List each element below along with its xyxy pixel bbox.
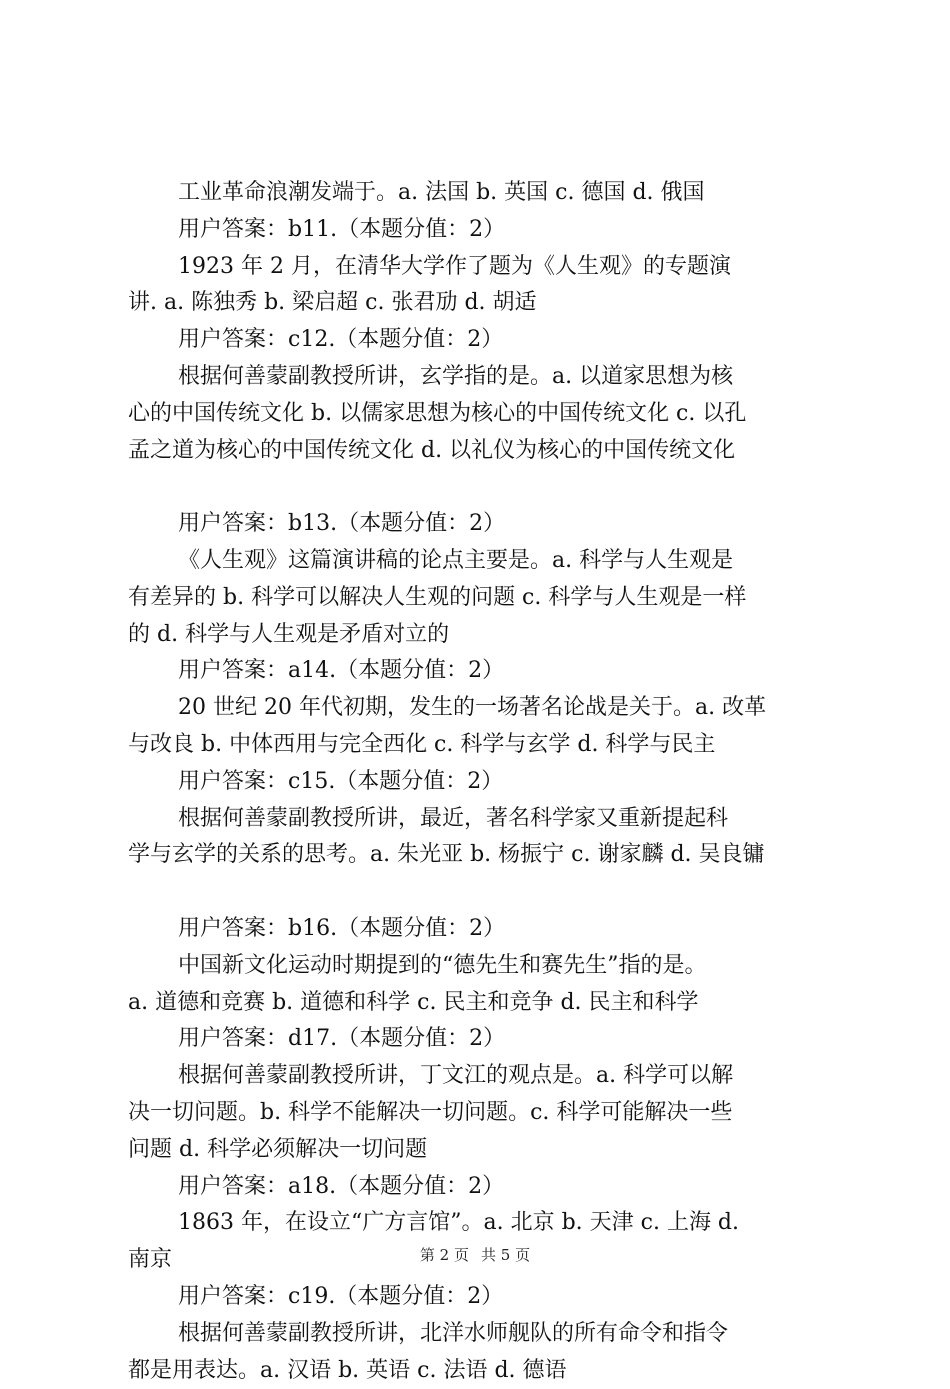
question-text-line: a. 道德和竞赛 b. 道德和科学 c. 民主和竞争 d. 民主和科学 xyxy=(128,985,834,1022)
question-text-line: 孟之道为核心的中国传统文化 d. 以礼仪为核心的中国传统文化 xyxy=(128,433,834,470)
user-answer-line: 用户答案：c15.（本题分值：2） xyxy=(128,764,834,801)
user-answer-line: 用户答案：a18.（本题分值：2） xyxy=(128,1169,834,1206)
question-text-line: 决一切问题。b. 科学不能解决一切问题。c. 科学可能解决一些 xyxy=(128,1095,834,1132)
blank-line xyxy=(128,874,834,911)
page-number: 第 2 页 xyxy=(420,1244,469,1265)
user-answer-line: 用户答案：a14.（本题分值：2） xyxy=(128,653,834,690)
question-text-line: 心的中国传统文化 b. 以儒家思想为核心的中国传统文化 c. 以孔 xyxy=(128,396,834,433)
question-text-line: 根据何善蒙副教授所讲，北洋水师舰队的所有命令和指令 xyxy=(128,1316,834,1353)
question-text-line: 与改良 b. 中体西用与完全西化 c. 科学与玄学 d. 科学与民主 xyxy=(128,727,834,764)
question-text-line: 1863 年，在设立“广方言馆”。a. 北京 b. 天津 c. 上海 d. xyxy=(128,1205,834,1242)
user-answer-line: 用户答案：d17.（本题分值：2） xyxy=(128,1021,834,1058)
question-text-line: 根据何善蒙副教授所讲，最近，著名科学家又重新提起科 xyxy=(128,801,834,838)
question-text-line: 20 世纪 20 年代初期，发生的一场著名论战是关于。a. 改革 xyxy=(128,690,834,727)
question-text-line: 根据何善蒙副教授所讲，丁文江的观点是。a. 科学可以解 xyxy=(128,1058,834,1095)
question-text-line: 问题 d. 科学必须解决一切问题 xyxy=(128,1132,834,1169)
page-total: 共 5 页 xyxy=(481,1244,530,1265)
question-text-line: 都是用表达。a. 汉语 b. 英语 c. 法语 d. 德语 xyxy=(128,1353,834,1389)
question-text-line: 工业革命浪潮发端于。a. 法国 b. 英国 c. 德国 d. 俄国 xyxy=(128,175,834,212)
blank-line xyxy=(128,469,834,506)
question-text-line: 的 d. 科学与人生观是矛盾对立的 xyxy=(128,617,834,654)
user-answer-line: 用户答案：b13.（本题分值：2） xyxy=(128,506,834,543)
user-answer-line: 用户答案：c12.（本题分值：2） xyxy=(128,322,834,359)
question-text-line: 根据何善蒙副教授所讲，玄学指的是。a. 以道家思想为核 xyxy=(128,359,834,396)
question-text-line: 南京 xyxy=(128,1242,834,1279)
question-text-line: 讲. a. 陈独秀 b. 梁启超 c. 张君劢 d. 胡适 xyxy=(128,285,834,322)
question-text-line: 中国新文化运动时期提到的“德先生和赛先生”指的是。 xyxy=(128,948,834,985)
question-text-line: 《人生观》这篇演讲稿的论点主要是。a. 科学与人生观是 xyxy=(128,543,834,580)
user-answer-line: 用户答案：c19.（本题分值：2） xyxy=(128,1279,834,1316)
question-text-line: 学与玄学的关系的思考。a. 朱光亚 b. 杨振宁 c. 谢家麟 d. 吴良镛 xyxy=(128,837,834,874)
user-answer-line: 用户答案：b11.（本题分值：2） xyxy=(128,212,834,249)
question-text-line: 1923 年 2 月，在清华大学作了题为《人生观》的专题演 xyxy=(128,249,834,286)
page-footer xyxy=(0,1244,950,1265)
question-text-line: 有差异的 b. 科学可以解决人生观的问题 c. 科学与人生观是一样 xyxy=(128,580,834,617)
user-answer-line: 用户答案：b16.（本题分值：2） xyxy=(128,911,834,948)
quiz-body xyxy=(128,175,834,1389)
